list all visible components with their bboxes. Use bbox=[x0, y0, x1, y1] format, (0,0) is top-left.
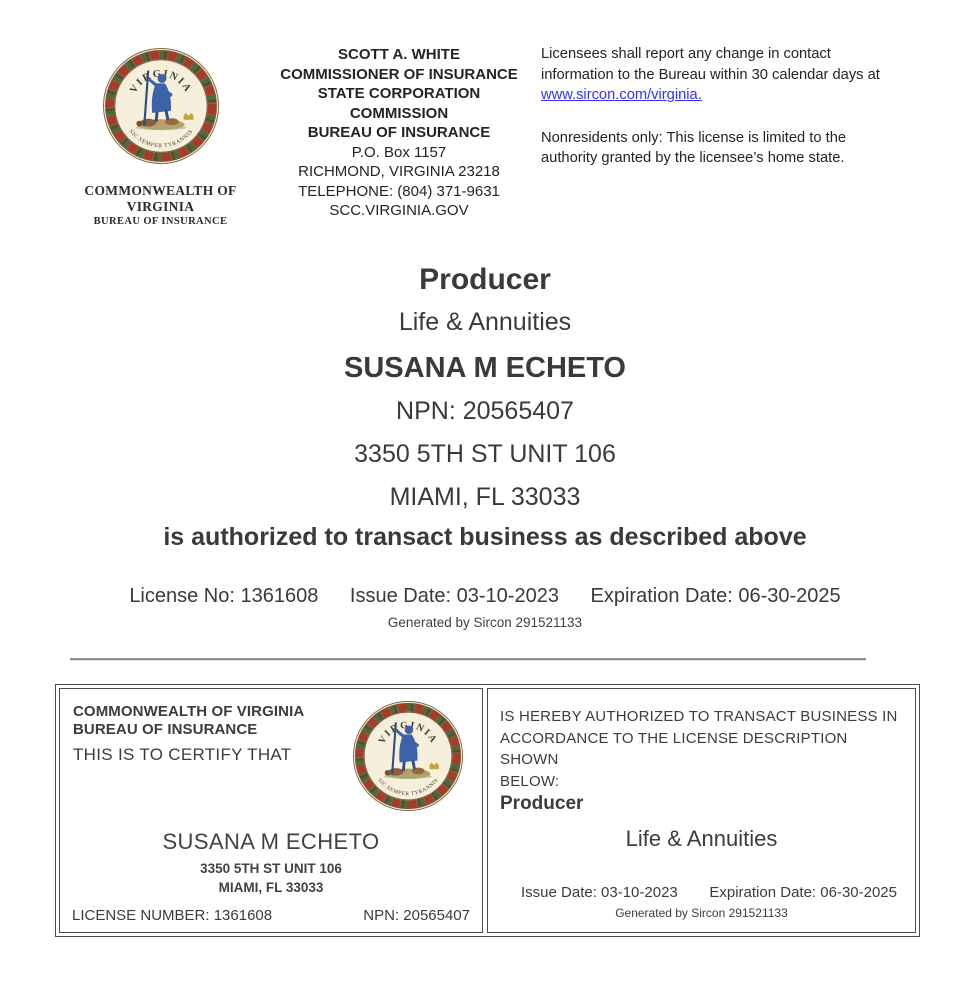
card-org-line2: BUREAU OF INSURANCE bbox=[73, 720, 258, 738]
card-auth-line3: BELOW: bbox=[500, 772, 560, 790]
bureau-line: BUREAU OF INSURANCE bbox=[307, 124, 491, 141]
card-license-qualification: Life & Annuities bbox=[625, 826, 778, 851]
document-header bbox=[0, 0, 970, 228]
nonresident-notice-line2: authority granted by the licensee’s home state. bbox=[541, 150, 845, 166]
licensee-npn: NPN: 20565407 bbox=[396, 397, 574, 425]
authorization-statement: is authorized to transact business as described above bbox=[163, 523, 807, 551]
licensee-address: 3350 5TH ST UNIT 106 bbox=[354, 440, 616, 468]
card-auth-line1: IS HEREBY AUTHORIZED TO TRANSACT BUSINESS IN bbox=[500, 708, 898, 725]
card-certify-text: THIS IS TO CERTIFY THAT bbox=[73, 745, 292, 764]
notice-block bbox=[541, 42, 933, 169]
virginia-state-seal-icon bbox=[352, 700, 464, 812]
virginia-state-seal-icon bbox=[102, 47, 220, 165]
issue-date: Issue Date: 03-10-2023 bbox=[349, 585, 559, 607]
card-generated-by-note: Generated by Sircon 291521133 bbox=[615, 906, 788, 920]
sircon-link[interactable]: www.sircon.com/virginia. bbox=[541, 87, 702, 103]
seal-caption-line3: BUREAU OF INSURANCE bbox=[93, 216, 228, 227]
telephone-line: TELEPHONE: (804) 371-9631 bbox=[298, 182, 500, 200]
city-line: RICHMOND, VIRGINIA 23218 bbox=[298, 163, 500, 180]
commissioner-title: COMMISSIONER OF INSURANCE bbox=[280, 65, 518, 83]
commissioner-name: SCOTT A. WHITE bbox=[338, 46, 460, 63]
po-box-line: P.O. Box 1157 bbox=[351, 143, 447, 161]
expiration-date: Expiration Date: 06-30-2025 bbox=[590, 585, 841, 607]
seal-caption bbox=[58, 183, 263, 228]
nonresident-notice-line1: Nonresidents only: This license is limited to the bbox=[541, 129, 847, 146]
card-dates-row bbox=[521, 884, 897, 901]
generated-by-note: Generated by Sircon 291521133 bbox=[387, 615, 583, 630]
license-qualification: Life & Annuities bbox=[398, 308, 572, 336]
license-card-front bbox=[59, 688, 483, 933]
website-line: SCC.VIRGINIA.GOV bbox=[329, 202, 469, 219]
agency-line2: COMMISSION bbox=[349, 104, 449, 122]
card-license-number: LICENSE NUMBER: 1361608 bbox=[72, 907, 273, 924]
card-front-header bbox=[73, 703, 304, 765]
card-org-line1: COMMONWEALTH OF VIRGINIA bbox=[73, 703, 305, 720]
section-divider bbox=[70, 658, 866, 661]
license-type: Producer bbox=[419, 263, 551, 296]
seal-caption-line2: VIRGINIA bbox=[126, 199, 195, 214]
card-issue-date: Issue Date: 03-10-2023 bbox=[521, 884, 678, 901]
license-cards-container bbox=[55, 684, 920, 937]
report-notice-line1: Licensees shall report any change in contact bbox=[541, 46, 831, 62]
card-authorization-text bbox=[500, 706, 907, 792]
card-licensee-address: 3350 5TH ST UNIT 106 bbox=[200, 861, 342, 876]
seal-column bbox=[58, 42, 263, 228]
licensee-city-state-zip: MIAMI, FL 33033 bbox=[389, 483, 581, 511]
seal-caption-line1: COMMONWEALTH OF bbox=[84, 183, 237, 198]
card-auth-line2: ACCORDANCE TO THE LICENSE DESCRIPTION SHOWN bbox=[500, 729, 848, 768]
card-licensee-city-state-zip: MIAMI, FL 33033 bbox=[218, 880, 324, 895]
card-npn: NPN: 20565407 bbox=[363, 907, 470, 924]
card-licensee-block bbox=[60, 829, 482, 897]
license-body bbox=[0, 263, 970, 631]
card-licensee-name: SUSANA M ECHETO bbox=[162, 829, 380, 854]
license-number: License No: 1361608 bbox=[129, 585, 319, 607]
licensee-name: SUSANA M ECHETO bbox=[344, 352, 626, 384]
card-license-type: Producer bbox=[500, 793, 584, 814]
agency-line1: STATE CORPORATION bbox=[317, 85, 481, 102]
card-expiration-date: Expiration Date: 06-30-2025 bbox=[709, 884, 897, 901]
license-card-back bbox=[487, 688, 916, 933]
report-notice-line2: information to the Bureau within 30 calendar days at bbox=[541, 66, 880, 83]
commissioner-office-block bbox=[263, 42, 535, 221]
card-front-footer bbox=[72, 907, 470, 924]
license-detail-line bbox=[0, 584, 970, 608]
